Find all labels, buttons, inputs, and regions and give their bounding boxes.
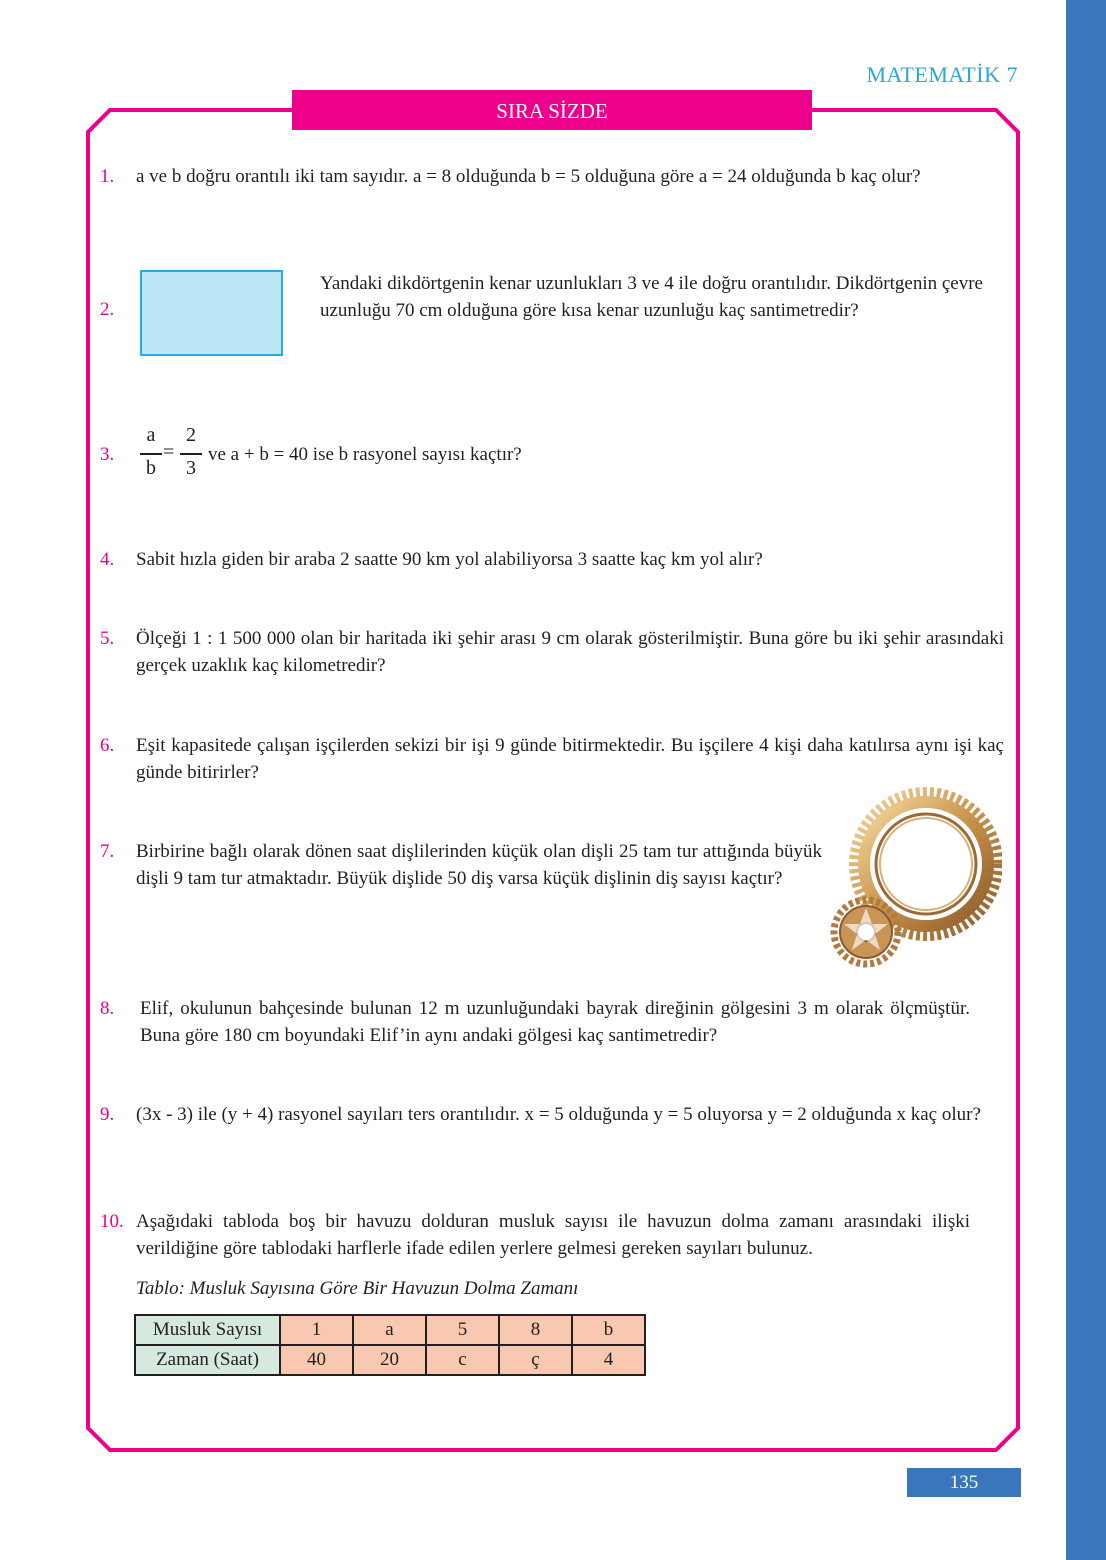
table-cell: c [426, 1345, 499, 1375]
equals-sign: = [163, 441, 175, 463]
fraction-numerator: a [146, 424, 156, 446]
fraction-denominator: 3 [186, 457, 196, 479]
table-cell: a [353, 1315, 426, 1345]
table-caption: Tablo: Musluk Sayısına Göre Bir Havuzun Dolma Zamanı [136, 1278, 579, 1299]
table-row [135, 1315, 645, 1345]
question-number: 3. [100, 444, 115, 465]
table-row [135, 1345, 645, 1375]
question-text: Aşağıdaki tabloda boş bir havuzu dolduran musluk sayısı ile havuzun dolma zamanı arasındaki ilişki verildiğine göre tablodaki harflerle ifade edilen yerlere gelmesi gereken sayıları bulunuz. [136, 1211, 970, 1259]
table-cell: 5 [426, 1315, 499, 1345]
fraction-denominator: b [146, 457, 156, 479]
table-cell: ç [499, 1345, 572, 1375]
question-text: Eşit kapasitede çalışan işçilerden sekizi bir işi 9 günde bitirmektedir. Bu işçilere 4 kişi daha katılırsa aynı işi kaç günde bitirirler? [136, 735, 1004, 783]
table-row-header: Musluk Sayısı [135, 1315, 280, 1345]
question-text: a ve b doğru orantılı iki tam sayıdır. a = 8 olduğunda b = 5 olduğuna göre a = 24 olduğunda b kaç olur? [136, 166, 921, 187]
data-table [134, 1314, 646, 1376]
rectangle-figure [140, 270, 283, 356]
table-row-header: Zaman (Saat) [135, 1345, 280, 1375]
question-number: 6. [100, 735, 115, 756]
question-text: Sabit hızla giden bir araba 2 saatte 90 km yol alabiliyorsa 3 saatte kaç km yol alır? [136, 549, 763, 570]
question-number: 1. [100, 166, 115, 187]
gears-illustration [826, 786, 1002, 970]
question-number: 8. [100, 998, 115, 1019]
section-banner: SIRA SİZDE [292, 90, 812, 130]
question-text: Ölçeği 1 : 1 500 000 olan bir haritada iki şehir arası 9 cm olarak gösterilmiştir. Buna göre bu iki şehir arasındaki gerçek uzaklık kaç kilometredir? [136, 628, 1004, 676]
question-text: (3x - 3) ile (y + 4) rasyonel sayıları ters orantılıdır. x = 5 olduğunda y = 5 oluyorsa y = 2 olduğunda x kaç olur? [136, 1104, 981, 1125]
question-number: 4. [100, 549, 115, 570]
table-cell: 8 [499, 1315, 572, 1345]
question-number: 5. [100, 628, 115, 649]
fraction-bar [180, 453, 202, 455]
table-cell: 4 [572, 1345, 645, 1375]
question-number: 10. [100, 1211, 124, 1232]
page-number: 135 [907, 1468, 1021, 1497]
fraction-bar [140, 453, 162, 455]
fraction-numerator: 2 [186, 424, 196, 446]
table-cell: 20 [353, 1345, 426, 1375]
table-cell: b [572, 1315, 645, 1345]
question-number: 7. [100, 841, 115, 862]
question-text: Yandaki dikdörtgenin kenar uzunlukları 3 ve 4 ile doğru orantılıdır. Dikdörtgenin çevre uzunluğu 70 cm olduğuna göre kısa kenar uzunluğu kaç santimetredir? [320, 273, 983, 321]
book-title: MATEMATİK 7 [866, 62, 1018, 87]
table-cell: 1 [280, 1315, 353, 1345]
table-cell: 40 [280, 1345, 353, 1375]
question-number: 9. [100, 1104, 115, 1125]
question-text: Birbirine bağlı olarak dönen saat dişlilerinden küçük olan dişli 25 tam tur attığında büyük dişli 9 tam tur atmaktadır. Büyük dişlide 50 diş varsa küçük dişlinin diş sayısı kaçtır? [136, 841, 822, 889]
question-number: 2. [100, 299, 115, 320]
question-text: ve a + b = 40 ise b rasyonel sayısı kaçtır? [208, 444, 522, 465]
question-text: Elif, okulunun bahçesinde bulunan 12 m uzunluğundaki bayrak direğinin gölgesini 3 m olarak ölçmüştür. Buna göre 180 cm boyundaki Elif’in aynı andaki gölgesi kaç santimetredir? [140, 998, 970, 1046]
